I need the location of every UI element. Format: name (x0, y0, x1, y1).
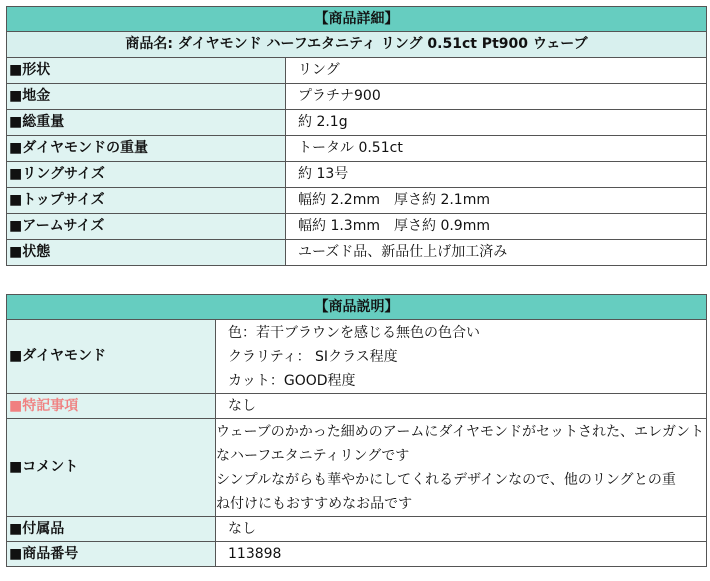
details-header: 【商品詳細】 (7, 7, 707, 32)
table-row (7, 240, 707, 266)
special-notes-value: なし (216, 394, 707, 419)
condition-label: ■状態 (7, 240, 286, 266)
table-row (7, 58, 707, 84)
arm-size-label: ■アームサイズ (7, 214, 286, 240)
ring-size-label: ■リングサイズ (7, 162, 286, 188)
diamond-weight-value: トータル 0.51ct (286, 136, 707, 162)
table-row (7, 394, 707, 419)
table-row (7, 320, 707, 394)
comment-line: シンプルながらも華やかにしてくれるデザインなので、他のリングとの重 (216, 471, 676, 488)
top-size-value: 幅約 2.2mm 厚さ約 2.1mm (286, 188, 707, 214)
product-description-table (6, 294, 707, 567)
comment-label: ■コメント (7, 419, 216, 517)
top-size-label: ■トップサイズ (7, 188, 286, 214)
shape-label: ■形状 (7, 58, 286, 84)
ring-size-value: 約 13号 (286, 162, 707, 188)
product-details-table (6, 6, 707, 266)
accessories-value: なし (216, 517, 707, 542)
metal-value: プラチナ900 (286, 84, 707, 110)
condition-value: ユーズド品、新品仕上げ加工済み (286, 240, 707, 266)
weight-label: ■総重量 (7, 110, 286, 136)
diamond-color: 色：若干ブラウンを感じる無色の色合い (228, 324, 480, 341)
special-notes-label: ■特記事項 (7, 394, 216, 419)
weight-value: 約 2.1g (286, 110, 707, 136)
table-row (7, 110, 707, 136)
comment-line: ね付けにもおすすめなお品です (216, 495, 413, 512)
table-row (7, 188, 707, 214)
product-number-value: 113898 (216, 542, 707, 567)
diamond-details (216, 320, 707, 394)
metal-label: ■地金 (7, 84, 286, 110)
table-row (7, 214, 707, 240)
table-row (7, 517, 707, 542)
table-row (7, 419, 707, 517)
accessories-label: ■付属品 (7, 517, 216, 542)
table-row (7, 84, 707, 110)
diamond-clarity: クラリティ： SIクラス程度 (228, 348, 398, 365)
comment-line: なハーフエタニティリングです (216, 447, 410, 464)
table-row (7, 136, 707, 162)
diamond-cut: カット：GOOD程度 (228, 372, 356, 389)
description-header: 【商品説明】 (7, 295, 707, 320)
diamond-label: ■ダイヤモンド (7, 320, 216, 394)
shape-value: リング (286, 58, 707, 84)
product-name: 商品名: ダイヤモンド ハーフエタニティ リング 0.51ct Pt900 ウェーブ (7, 32, 707, 58)
table-row (7, 542, 707, 567)
comment-text (216, 419, 707, 517)
product-number-label: ■商品番号 (7, 542, 216, 567)
diamond-weight-label: ■ダイヤモンドの重量 (7, 136, 286, 162)
table-row (7, 162, 707, 188)
arm-size-value: 幅約 1.3mm 厚さ約 0.9mm (286, 214, 707, 240)
comment-line: ウェーブのかかった細めのアームにダイヤモンドがセットされた、エレガント (216, 423, 705, 440)
